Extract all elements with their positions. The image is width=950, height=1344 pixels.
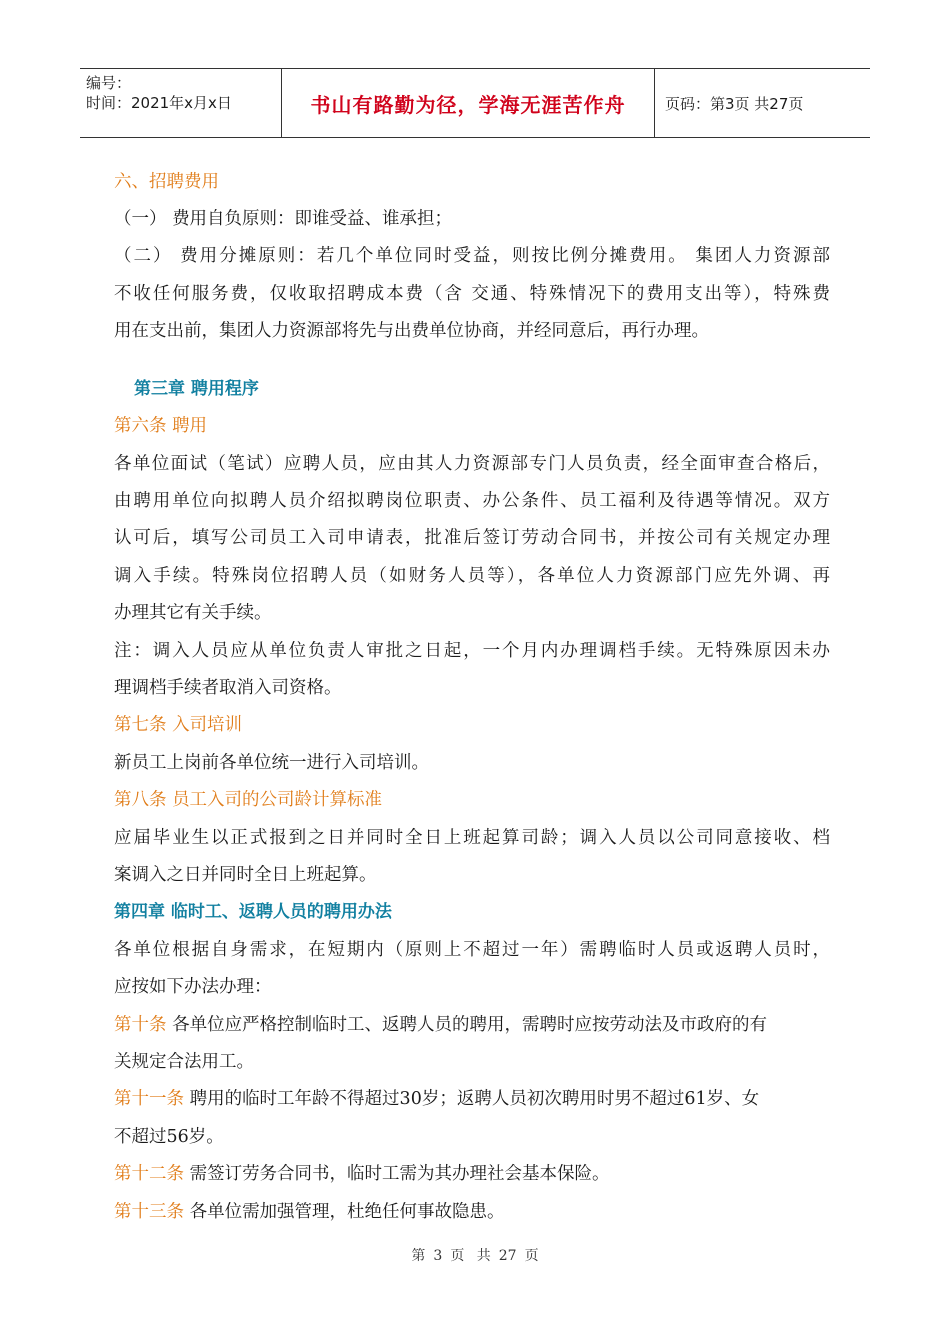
chapter-title: 第三章 聘用程序 xyxy=(134,379,259,399)
time-label: 时间：2021年x月x日 xyxy=(86,94,232,112)
article-label: 第十三条 xyxy=(114,1202,184,1222)
article-title: 第六条 聘用 xyxy=(114,416,208,436)
footer-word: 页 xyxy=(450,1248,465,1264)
paragraph: 应届毕业生以正式报到之日并同时全日上班起算司龄；调入人员以公司同意接收、档 xyxy=(114,828,830,848)
article-title: 第七条 入司培训 xyxy=(114,715,243,735)
paragraph: 不收任何服务费，仅收取招聘成本费（含 交通、特殊情况下的费用支出等），特殊费 xyxy=(114,284,830,304)
footer-total-pages: 27 xyxy=(498,1248,517,1264)
article-text: 需签订劳务合同书，临时工需为其办理社会基本保险。 xyxy=(184,1164,610,1184)
paragraph: 由聘用单位向拟聘人员介绍拟聘岗位职责、办公条件、员工福利及待遇等情况。双方 xyxy=(114,491,830,511)
article-line xyxy=(114,1013,767,1037)
paragraph: 认可后，填写公司员工入司申请表，批准后签订劳动合同书，并按公司有关规定办理 xyxy=(114,528,830,548)
paragraph: 新员工上岗前各单位统一进行入司培训。 xyxy=(114,753,429,773)
article-line xyxy=(114,1162,610,1186)
section-title: 六、招聘费用 xyxy=(114,172,219,192)
note: 注：调入人员应从单位负责人审批之日起，一个月内办理调档手续。无特殊原因未办 xyxy=(114,641,830,661)
footer-word: 第 xyxy=(411,1248,426,1264)
header-table xyxy=(80,68,870,138)
paragraph: 案调入之日并同时全日上班起算。 xyxy=(114,865,377,885)
article-text: 各单位需加强管理，杜绝任何事故隐患。 xyxy=(184,1202,505,1222)
header-motto: 书山有路勤为径，学海无涯苦作舟 xyxy=(282,69,655,137)
paragraph: 各单位根据自身需求，在短期内（原则上不超过一年）需聘临时人员或返聘人员时， xyxy=(114,940,830,960)
paragraph: 办理其它有关手续。 xyxy=(114,603,272,623)
paragraph: （二） 费用分摊原则：若几个单位同时受益，则按比例分摊费用。 集团人力资源部 xyxy=(114,246,830,266)
number-label: 编号： xyxy=(86,74,132,92)
paragraph: 调入手续。特殊岗位招聘人员（如财务人员等），各单位人力资源部门应先外调、再 xyxy=(114,566,830,586)
footer-page-number: 3 xyxy=(433,1248,443,1264)
footer-word: 共 xyxy=(476,1248,491,1264)
article-label: 第十条 xyxy=(114,1015,167,1035)
paragraph: （一） 费用自负原则：即谁受益、谁承担； xyxy=(114,209,453,229)
paragraph: 应按如下办法办理： xyxy=(114,977,272,997)
header-meta-cell xyxy=(80,69,282,137)
chapter-title: 第四章 临时工、返聘人员的聘用办法 xyxy=(114,902,392,922)
paragraph: 关规定合法用工。 xyxy=(114,1052,254,1072)
article-line xyxy=(114,1087,759,1111)
paragraph: 不超过56岁。 xyxy=(114,1127,224,1147)
footer-word: 页 xyxy=(524,1248,539,1264)
article-title: 第八条 员工入司的公司龄计算标准 xyxy=(114,790,383,810)
article-text: 聘用的临时工年龄不得超过30岁；返聘人员初次聘用时男不超过61岁、女 xyxy=(184,1089,760,1109)
article-line xyxy=(114,1200,505,1224)
paragraph: 各单位面试（笔试）应聘人员，应由其人力资源部专门人员负责，经全面审查合格后， xyxy=(114,454,830,474)
page-footer xyxy=(0,1245,950,1265)
header-page-label: 页码：第3页 共27页 xyxy=(665,94,804,113)
note: 理调档手续者取消入司资格。 xyxy=(114,678,342,698)
paragraph: 用在支出前，集团人力资源部将先与出费单位协商，并经同意后，再行办理。 xyxy=(114,321,709,341)
article-label: 第十二条 xyxy=(114,1164,184,1184)
article-text: 各单位应严格控制临时工、返聘人员的聘用，需聘时应按劳动法及市政府的有 xyxy=(166,1015,768,1035)
article-label: 第十一条 xyxy=(114,1089,184,1109)
